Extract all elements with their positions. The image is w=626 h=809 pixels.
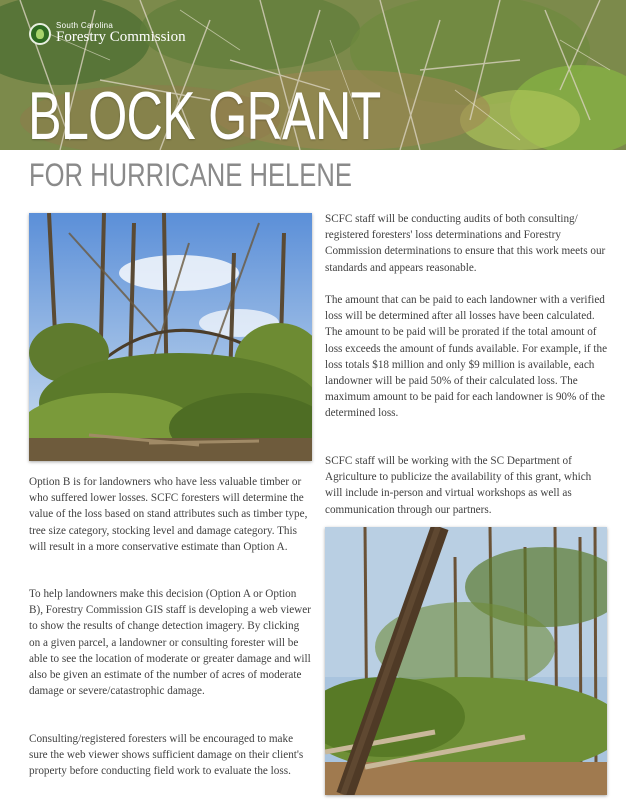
left-paragraph-3: Consulting/registered foresters will be encouraged to make sure the web viewer shows sufficient damage on their client's property before conducting field work to evaluate the loss. <box>29 733 304 778</box>
page-title: BLOCK GRANT <box>28 78 381 150</box>
right-paragraph-3: SCFC staff will be working with the SC Department of Agriculture to publicize the availability of this grant, which will include in-person and virtual workshops as well as communication through our partners. <box>325 455 592 516</box>
logo-wordmark <box>56 22 186 45</box>
logo-line-1: South Carolina <box>56 21 114 30</box>
right-paragraph-2: The amount that can be paid to each landowner with a verified loss will be determined after all losses have been calculated. The amount to be paid will be prorated if the total amount of loss exceeds the amount of funds available. For example, if the loss totals $18 million and only $9 million is available, each landowner will be paid 50% of their calculated loss. The maximum amount to be paid for each landowner is 90% of the determined loss. <box>325 294 608 420</box>
storm-damage-photo-2 <box>325 527 607 795</box>
tree-emblem-icon <box>29 23 51 45</box>
logo-line-2: Forestry Commission <box>56 29 186 45</box>
page-subtitle: FOR HURRICANE HELENE <box>29 157 352 193</box>
left-paragraph-2: To help landowners make this decision (Option A or Option B), Forestry Commission GIS staff is developing a web viewer to show the results of change detection imagery. By clicking on a given parcel, a landowner or consulting forester will be able to see the location of moderate or greater damage and will also be given an estimate of the number of acres of moderate damage or severe/catastrophic damage. <box>29 588 311 698</box>
forest-photo-image <box>29 213 312 461</box>
forestry-commission-logo <box>29 22 186 45</box>
right-paragraph-1: SCFC staff will be conducting audits of both consulting/ registered foresters' loss determinations and Forestry Commission determinations to ensure that this work meets our standards and appears reasonable. <box>325 213 606 274</box>
forest-photo-image <box>325 527 607 795</box>
storm-damage-photo-1 <box>29 213 312 461</box>
left-paragraph-1: Option B is for landowners who have less valuable timber or who suffered lower losses. SCFC foresters will determine the value of the loss based on stand attributes such as timber type, tree size category, stocking level and damage category. This will result in a more conservative estimate than Option A. <box>29 476 308 553</box>
hero-banner <box>0 0 626 150</box>
